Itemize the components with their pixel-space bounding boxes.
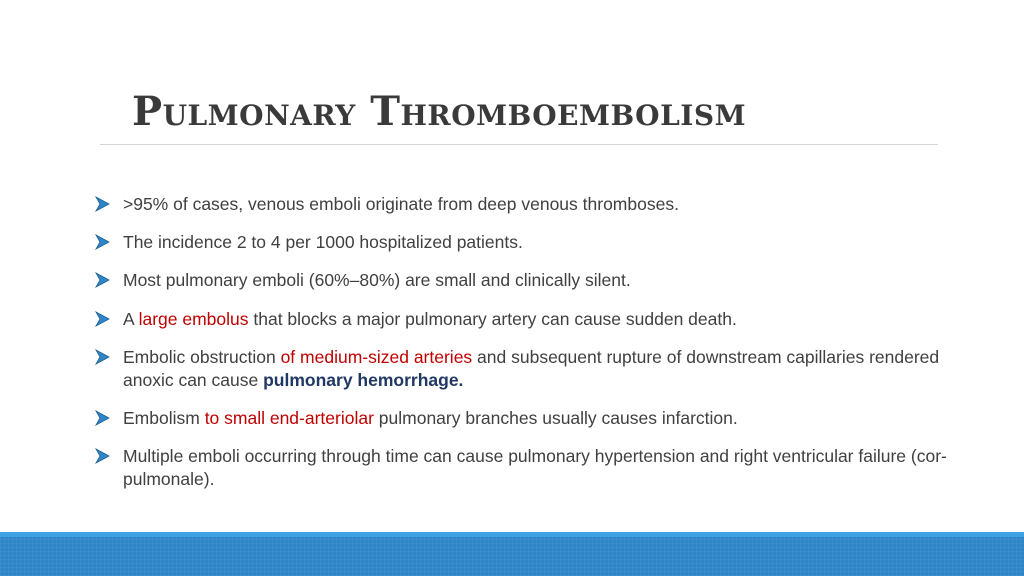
bullet-item [94,231,963,254]
bullet-text [123,346,963,392]
arrow-bullet-icon [94,196,110,212]
bullet-segment: Multiple emboli occurring through time can cause pulmonary hypertension and right ventricular failure (cor-pulmonale). [123,446,947,489]
bullet-segment: Embolic obstruction [123,347,281,367]
bullet-segment: A [123,309,139,329]
bullet-segment: that blocks a major pulmonary artery can cause sudden death. [248,309,737,329]
title-divider [100,144,938,145]
bullet-segment: and subsequent rupture of downstream capillaries rendered anoxic can cause [123,347,940,390]
bullet-text [123,193,963,216]
bullet-text [123,445,963,491]
arrow-bullet-icon [94,234,110,250]
bullet-segment: pulmonary branches usually causes infarction. [373,408,738,428]
slide-title: Pulmonary Thromboembolism [132,88,747,135]
arrow-bullet-icon [94,311,110,327]
bullet-text [123,231,963,254]
footer-bar [0,532,1024,576]
bullet-item [94,346,963,392]
arrow-bullet-icon [94,349,110,365]
bullet-text [123,407,963,430]
bullet-item [94,308,963,331]
bullet-segment: The incidence 2 to 4 per 1000 hospitalized patients. [123,232,523,252]
bullet-segment: Embolism [123,408,205,428]
arrow-bullet-icon [94,272,110,288]
bullet-item [94,269,963,292]
highlight-red-text: to small end-arteriolar [204,408,374,428]
arrow-bullet-icon [94,410,110,426]
bullet-item [94,193,963,216]
bullet-segment: Most pulmonary emboli (60%–80%) are small and clinically silent. [123,270,631,290]
bullet-text [123,308,963,331]
bullet-item [94,445,963,491]
bullet-text [123,269,963,292]
bullet-segment: >95% of cases, venous emboli originate from deep venous thromboses. [123,194,679,214]
highlight-red-text: large embolus [138,309,249,329]
highlight-red-text: of medium-sized arteries [280,347,473,367]
bullet-item [94,407,963,430]
arrow-bullet-icon [94,448,110,464]
highlight-navy-text: pulmonary hemorrhage. [263,370,464,390]
